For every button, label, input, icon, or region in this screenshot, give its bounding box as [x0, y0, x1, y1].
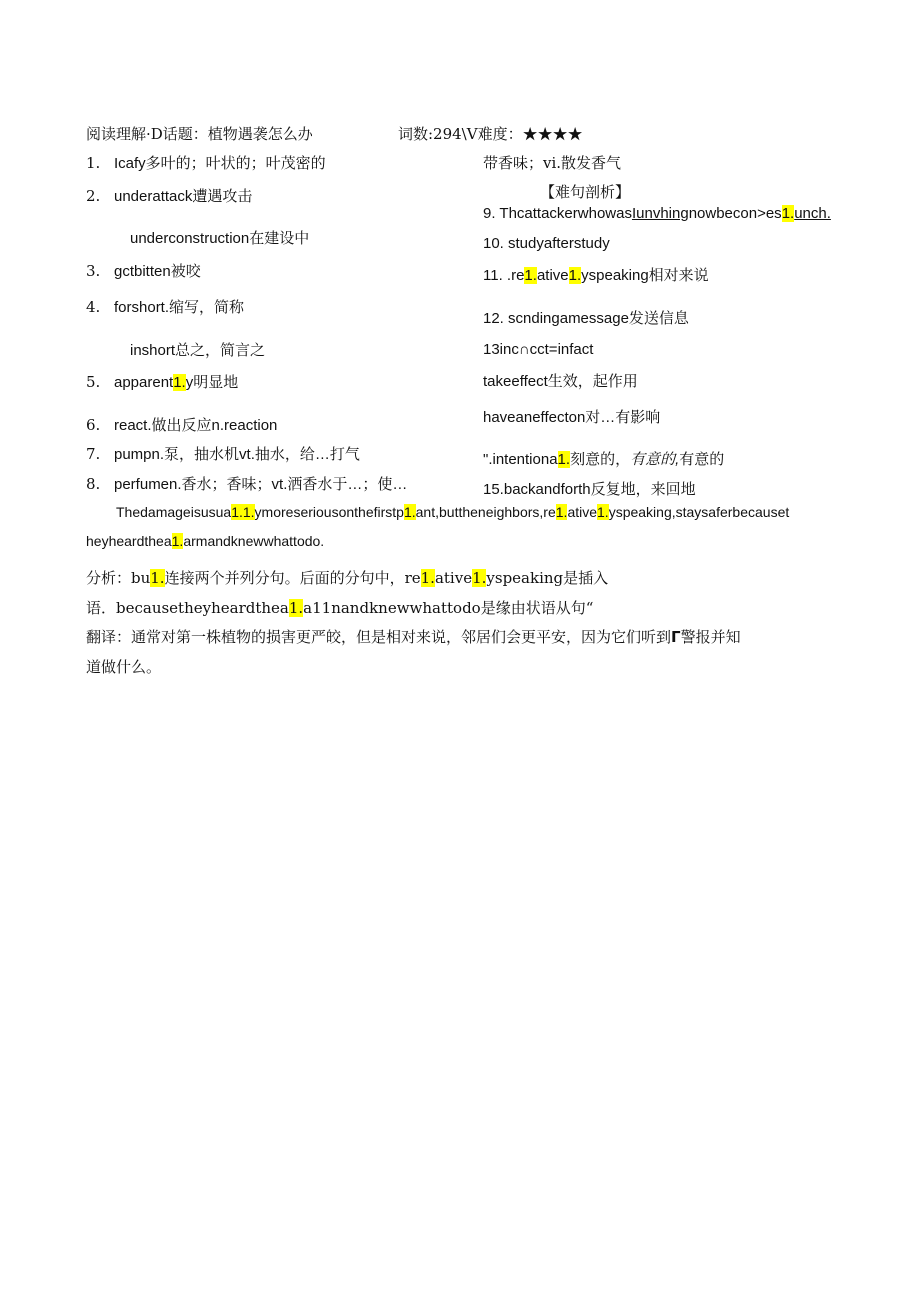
vocab-item-4b: inshort总之，简言之: [130, 342, 266, 359]
vocab-item-13: 13inc∩cct=infact: [483, 341, 594, 358]
analysis-line-2: 语．becausetheyheardthea1.a11nandknewwhattodo是缘由状语从句“: [86, 599, 594, 617]
header-left: 阅读理解·D话题：植物遇袭怎么办: [86, 125, 313, 143]
analysis-line-1: 分析：bu1.连接两个并列分句。后面的分句中，re1.ative1.yspeaking是插入: [86, 569, 609, 587]
vocab-item-9: 9. ThcattackerwhowasIunvhingnowbecon>es1.unch.: [483, 205, 831, 222]
vocab-item-8: 8. perfumen.香水；香味；vt.洒香水于…；使…: [86, 475, 408, 493]
translation-line-2: 道做什么。: [86, 658, 162, 676]
vocab-item-1: 1. Icafy多叶的；叶状的；叶茂密的: [86, 154, 326, 172]
header-right: 词数:294\V难度：★★★★: [398, 125, 583, 143]
vocab-item-4: 4. forshort.缩写，简称: [86, 298, 245, 316]
vocab-item-2: 2. underattack遭遇攻击: [86, 187, 253, 205]
vocab-item-3: 3. gctbitten被咬: [86, 262, 201, 280]
vocab-item-15: 15.backandforth反复地，来回地: [483, 481, 696, 498]
vocab-item-11: 11. .re1.ative1.yspeaking相对来说: [483, 267, 709, 284]
vocab-item-6: 6. react.做出反应n.reaction: [86, 416, 278, 434]
vocab-item-2b: underconstruction在建设中: [130, 230, 310, 247]
vocab-item-12: 12. scndingamessage发送信息: [483, 310, 689, 327]
example-sentence-line-2: heyheardthea1.armandknewwhattodo.: [86, 533, 325, 549]
vocab-item-5: 5. apparent1.y明显地: [86, 373, 239, 391]
right-line-1: 带香味；vi.散发香气: [483, 154, 622, 172]
vocab-item-13b: takeeffect生效，起作用: [483, 373, 638, 390]
translation-line-1: 翻译：通常对第一株植物的损害更严皎，但是相对来说，邻居们会更平安，因为它们听到Γ警报并知: [86, 628, 741, 646]
vocab-item-7: 7. pumpn.泵，抽水机vt.抽水，给…打气: [86, 445, 360, 463]
section-heading-difficult-sentence: 【难句剖析】: [540, 183, 631, 201]
vocab-item-10: 10. studyafterstudy: [483, 235, 610, 252]
example-sentence-line-1: Thedamageisusua1.1.ymoreseriousonthefirstp1.ant,buttheneighbors,re1.ative1.yspeaking,staysaferbecauset: [116, 504, 790, 520]
vocab-item-14: ".intentiona1.刻意的，有意的,有意的: [483, 451, 725, 468]
vocab-item-13c: haveaneffecton对…有影响: [483, 409, 661, 426]
